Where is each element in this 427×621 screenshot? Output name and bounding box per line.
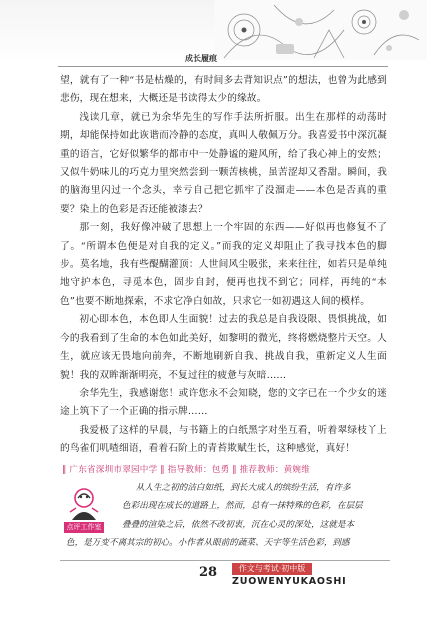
header-illustration: [214, 0, 427, 60]
article-body: [60, 72, 387, 459]
magazine-badge: 作文与考试·初中版: [232, 563, 312, 575]
commentary-line: 从人生之初的洁白如纸，到长大成人的缤纷生活，有许多: [135, 483, 351, 493]
magazine-pinyin: ZUOWENYUKAOSHI: [232, 576, 347, 587]
paragraph: 我爱极了这样的早晨，与书籍上的白纸黑字对坐互看，听着翠绿枝丫上的鸟雀们叽喳细语，看着石阶上的青苔欺赋生长，这种感觉，真好！: [60, 424, 387, 455]
commentary-stamp-label: 点评工作室: [64, 522, 104, 533]
section-tag: 成长履痕: [185, 54, 217, 63]
paragraph: 余华先生，我感谢您！或许您永不会知晓，您的文字已在一个少女的迷途上筑下了一个正确的指示牌……: [60, 387, 387, 418]
commentary-text: [66, 479, 387, 553]
paragraph: 望，就有了一种“书是枯燥的，有时间多去背知识点”的想法，也曾为此感到悲伤，现在想来，大概还是书读得太少的缘故。: [60, 75, 387, 105]
paragraph: 浅读几章，就已为余华先生的写作手法所折服。出生在那样的动荡时期，却能保持如此诙谐而冷静的态度，真叫人敬佩万分。我喜爱书中深沉凝重的语言，它好似繁华的都市中一处静谧的避风所，给了我心神上的安然；又似牛奶味儿的巧克力里突然尝到一颗苦核桃，虽苦涩却又香甜。瞬间，我的脑海里闪过一个念头，幸亏自己把它抓牢了没溜走——本色是否真的重要？染上的色彩是否还能被漆去？: [60, 111, 387, 215]
commentary-line: 叠叠的渲染之后，依然不改初衷，沉在心灵的深处，这就是本: [122, 519, 355, 530]
commentary-line: 色，是万变不离其宗的初心。小作者从眼前的蔬菜、天宇等生活色彩，到感: [66, 538, 350, 549]
paragraph: 初心即本色，本色即人生面貌！过去的我总是自我设限、畏惧挑战，如今的我看到了生命的本色如此美好，如黎明的微光，终将燃烧整片天空。人生，就应该无畏地向前奔，不断地刷新自我、挑战自我，重新定义人生面貌！我的双眸渐渐明亮，不复过往的疲惫与灰暗……: [60, 314, 387, 381]
author-credit: ‖ 广东省深圳市翠园中学 ‖ 指导教师：包勇 ‖ 推荐教师：黄婉维: [62, 465, 310, 475]
commentary-line: 色彩出现在成长的道路上，然而，总有一抹特殊的色彩，在层层: [122, 501, 363, 512]
page-number: 28: [198, 565, 218, 580]
header-rule: [58, 66, 388, 67]
paragraph: 那一刻，我好像冲破了思想上一个牢固的东西——好似再也修复不了了。“所谓本色便是对自我的定义。”而我的定义却阻止了我寻找本色的脚步。莫名地，我有些醍醐灌顶：人世间风尘吸张，来来往往，如若只是单纯地守护本色，寻觅本色，固步自封，便再也找不到它；同样，再纯的“本色”也要不断地探索，不求它净白如故，只求它一如初遇这人间的模样。: [60, 222, 387, 307]
footer-rule: [60, 560, 390, 561]
